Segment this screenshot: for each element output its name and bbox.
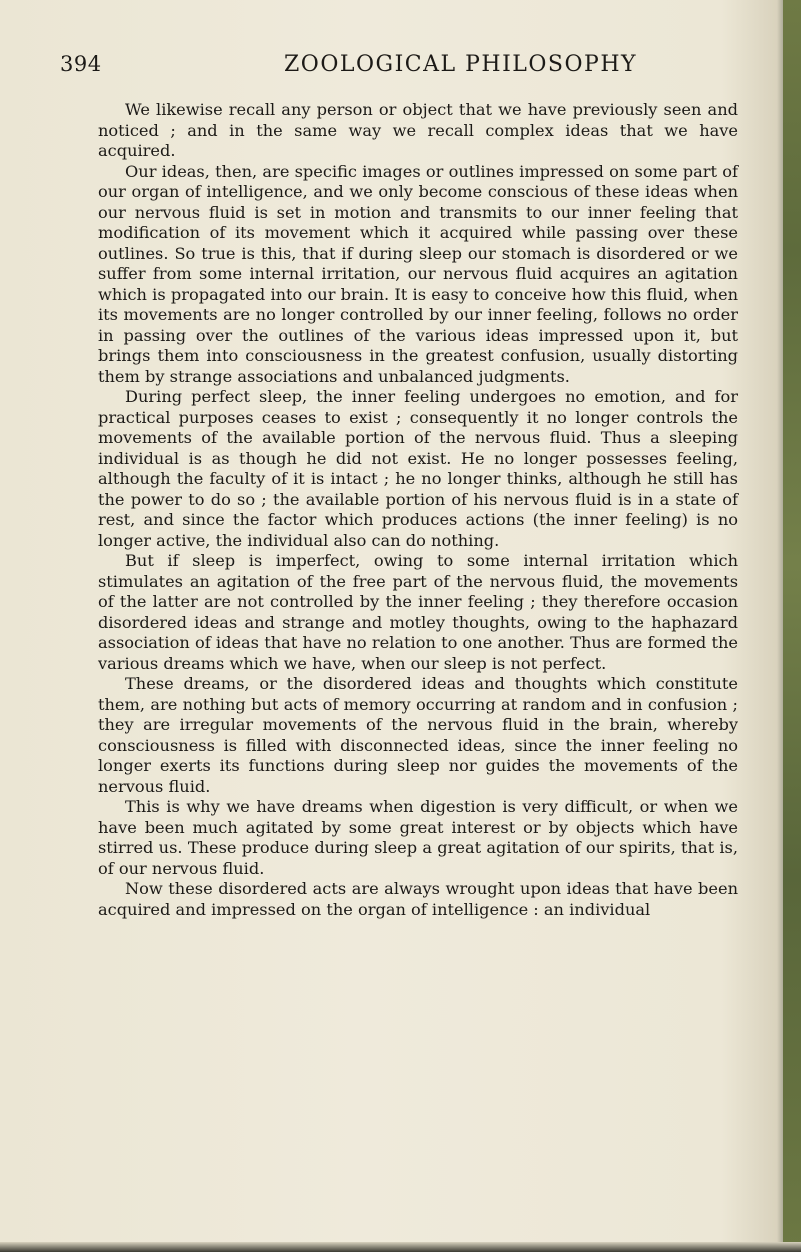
paragraph: Our ideas, then, are specific images or outlines impressed on some part of our organ of intelligence, and we only become conscious of these ideas when our nervous fluid is set in motion and transmits to our inner feeling that modification of its movement which it acquired while passing over these outlines. So true is this, that if during sleep our stomach is disordered or we suffer from some internal irritation, our nervous fluid acquires an agitation which is propagated into our brain. It is easy to conceive how this fluid, when its movements are no longer controlled by our inner feeling, follows no order in passing over the outlines of the various ideas impressed upon it, but brings them into consciousness in the greatest confusion, usually distorting them by strange associations and unbalanced judgments. xyxy=(98,161,738,386)
page-header xyxy=(60,52,760,82)
running-head-title: ZOOLOGICAL PHILOSOPHY xyxy=(284,52,638,77)
body-text xyxy=(98,100,738,920)
paragraph: Now these disordered acts are always wrought upon ideas that have been acquired and impressed on the organ of intelligence : an individual xyxy=(98,879,738,919)
page-number: 394 xyxy=(60,52,102,76)
page-bottom-edge xyxy=(0,1242,801,1252)
page-binding-edge xyxy=(783,0,801,1252)
paragraph: These dreams, or the disordered ideas and thoughts which constitute them, are nothing but acts of memory occurring at random and in confusion ; they are irregular movements of the nervous fluid in the brain, whereby consciousness is filled with disconnected ideas, since the inner feeling no longer exerts its functions during sleep nor guides the movements of the nervous fluid. xyxy=(98,674,738,796)
paragraph: We likewise recall any person or object that we have previously seen and noticed ; and in the same way we recall complex ideas that we have acquired. xyxy=(98,100,738,160)
paragraph: But if sleep is imperfect, owing to some internal irritation which stimulates an agitation of the free part of the nervous fluid, the movements of the latter are not controlled by the inner feeling ; they therefore occasion disordered ideas and strange and motley thoughts, owing to the haphazard association of ideas that have no relation to one another. Thus are formed the various dreams which we have, when our sleep is not perfect. xyxy=(98,551,738,673)
paragraph: During perfect sleep, the inner feeling undergoes no emotion, and for practical purposes ceases to exist ; consequently it no longer controls the movements of the available portion of the nervous fluid. Thus a sleeping individual is as though he did not exist. He no longer possesses feeling, although the faculty of it is intact ; he no longer thinks, although he still has the power to do so ; the available portion of his nervous fluid is in a state of rest, and since the factor which produces actions (the inner feeling) is no longer active, the individual also can do nothing. xyxy=(98,387,738,550)
paragraph: This is why we have dreams when digestion is very difficult, or when we have been much agitated by some great interest or by objects which have stirred us. These produce during sleep a great agitation of our spirits, that is, of our nervous fluid. xyxy=(98,797,738,878)
